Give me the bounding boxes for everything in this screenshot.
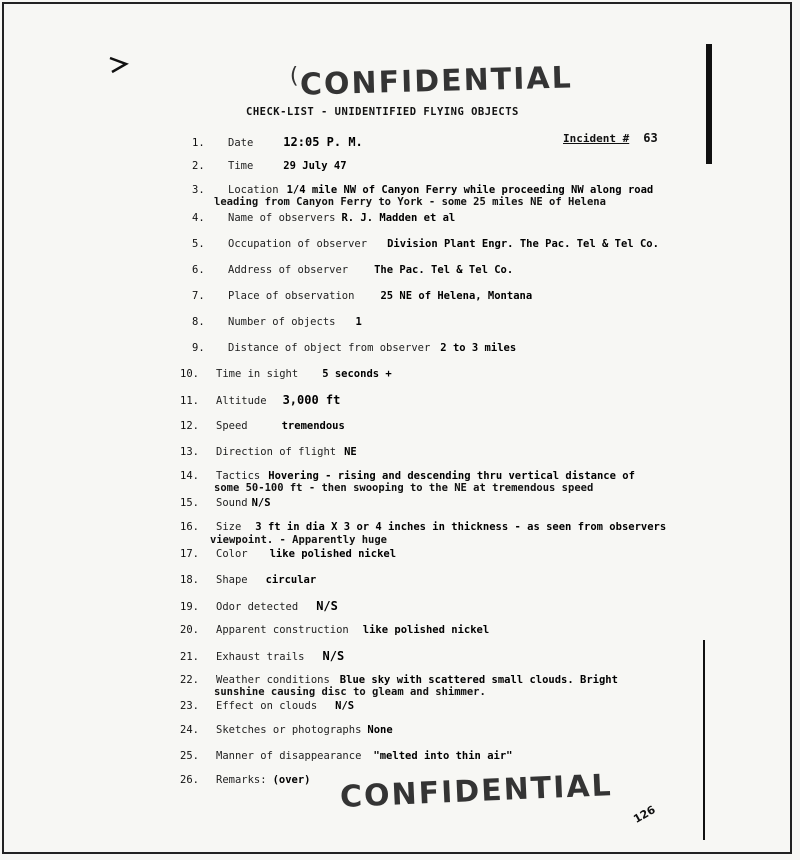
item-label: Manner of disappearance xyxy=(216,750,362,762)
item-number: 17. xyxy=(180,548,199,560)
item-value: circular xyxy=(265,574,317,586)
item-number: 14. xyxy=(180,470,199,482)
item-tactics-continued: some 50-100 ft - then swooping to the NE at tremendous speed xyxy=(214,482,594,494)
item-number: 2. xyxy=(192,160,205,172)
item-value: 1 xyxy=(355,316,362,328)
item-value: 5 seconds + xyxy=(322,368,392,380)
item-observers xyxy=(192,212,455,225)
item-number: 11. xyxy=(180,395,199,407)
item-label: Sketches or photographs xyxy=(216,724,362,736)
item-number: 10. xyxy=(180,368,199,380)
item-exhaust xyxy=(180,650,344,664)
item-number: 3. xyxy=(192,184,205,196)
item-label: Tactics xyxy=(216,470,261,482)
item-label: Effect on clouds xyxy=(216,700,318,712)
item-label: Address of observer xyxy=(228,264,349,276)
item-label: Date xyxy=(228,137,254,149)
item-number-of-objects xyxy=(192,316,362,329)
item-value: N/S xyxy=(251,497,271,509)
item-value: Division Plant Engr. The Pac. Tel & Tel Co. xyxy=(387,238,659,250)
page-number-note: 126 xyxy=(631,803,658,826)
item-value: None xyxy=(367,724,393,736)
item-time-in-sight xyxy=(180,368,392,381)
item-sketches xyxy=(180,724,393,737)
item-number: 13. xyxy=(180,446,199,458)
item-distance xyxy=(192,342,516,355)
item-number: 23. xyxy=(180,700,199,712)
item-number: 8. xyxy=(192,316,205,328)
item-label: Time xyxy=(228,160,254,172)
item-value: 3 ft in dia X 3 or 4 inches in thickness - as seen from observers xyxy=(255,521,667,533)
item-number: 12. xyxy=(180,420,199,432)
item-value: NE xyxy=(344,446,357,458)
item-label: Color xyxy=(216,548,248,560)
item-label: Time in sight xyxy=(216,368,299,380)
item-value: (over) xyxy=(272,774,311,786)
item-label: Weather conditions xyxy=(216,674,330,686)
item-value: 25 NE of Helena, Montana xyxy=(380,290,533,302)
incident-label: Incident # xyxy=(563,132,630,145)
incident-value: 63 xyxy=(643,131,658,145)
item-label: Location xyxy=(228,184,279,196)
item-altitude xyxy=(180,394,340,408)
item-value: N/S xyxy=(335,700,355,712)
item-label: Size xyxy=(216,521,242,533)
item-value: "melted into thin air" xyxy=(373,750,513,762)
item-disappearance xyxy=(180,750,512,763)
item-value: Blue sky with scattered small clouds. Bright xyxy=(339,674,618,686)
item-occupation xyxy=(192,238,659,251)
item-construction xyxy=(180,624,489,637)
item-number: 26. xyxy=(180,774,199,786)
item-value: Hovering - rising and descending thru vertical distance of xyxy=(268,470,635,482)
page-border xyxy=(2,2,792,854)
item-value: 2 to 3 miles xyxy=(440,342,517,354)
item-number: 4. xyxy=(192,212,205,224)
item-label: Occupation of observer xyxy=(228,238,368,250)
item-shape xyxy=(180,574,316,587)
item-weather-continued: sunshine causing disc to gleam and shimmer. xyxy=(214,686,486,698)
item-label: Number of objects xyxy=(228,316,336,328)
item-label: Remarks: xyxy=(216,774,267,786)
item-value: 1/4 mile NW of Canyon Ferry while proceeding NW along road xyxy=(286,184,654,196)
item-date xyxy=(192,136,363,150)
item-number: 5. xyxy=(192,238,205,250)
item-value: tremendous xyxy=(281,420,345,432)
item-number: 6. xyxy=(192,264,205,276)
item-label: Sound xyxy=(216,497,248,509)
item-value: The Pac. Tel & Tel Co. xyxy=(374,264,514,276)
document-title: CHECK-LIST - UNIDENTIFIED FLYING OBJECTS xyxy=(246,106,519,118)
item-speed xyxy=(180,420,345,433)
item-value: 3,000 ft xyxy=(282,393,341,407)
item-label: Place of observation xyxy=(228,290,355,302)
right-edge-line xyxy=(703,640,705,840)
item-number: 24. xyxy=(180,724,199,736)
item-value: like polished nickel xyxy=(269,548,397,560)
item-size xyxy=(180,521,666,534)
item-label: Altitude xyxy=(216,395,267,407)
item-number: 25. xyxy=(180,750,199,762)
item-label: Exhaust trails xyxy=(216,651,305,663)
item-number: 15. xyxy=(180,497,199,509)
item-remarks xyxy=(180,774,311,787)
item-location-continued: leading from Canyon Ferry to York - some 25 miles NE of Helena xyxy=(214,196,606,208)
item-effect-on-clouds xyxy=(180,700,354,713)
item-value: like polished nickel xyxy=(362,624,490,636)
item-color xyxy=(180,548,396,561)
item-number: 20. xyxy=(180,624,199,636)
item-time xyxy=(192,160,347,173)
item-number: 22. xyxy=(180,674,199,686)
item-label: Speed xyxy=(216,420,248,432)
item-label: Direction of flight xyxy=(216,446,337,458)
item-value: 12:05 P. M. xyxy=(283,135,363,149)
item-value: 29 July 47 xyxy=(283,160,347,172)
item-sound xyxy=(180,497,271,510)
item-label: Name of observers xyxy=(228,212,336,224)
item-place xyxy=(192,290,532,303)
incident-number xyxy=(563,131,658,145)
item-value: N/S xyxy=(316,599,338,613)
pen-mark-icon xyxy=(106,54,130,78)
item-label: Odor detected xyxy=(216,601,299,613)
item-label: Shape xyxy=(216,574,248,586)
item-number: 1. xyxy=(192,137,205,149)
item-number: 18. xyxy=(180,574,199,586)
right-edge-mark xyxy=(706,44,712,164)
item-number: 21. xyxy=(180,651,199,663)
item-size-continued: viewpoint. - Apparently huge xyxy=(210,534,388,546)
item-direction xyxy=(180,446,357,459)
item-label: Apparent construction xyxy=(216,624,349,636)
item-address xyxy=(192,264,513,277)
item-number: 19. xyxy=(180,601,199,613)
item-number: 16. xyxy=(180,521,199,533)
item-label: Distance of object from observer xyxy=(228,342,431,354)
item-odor xyxy=(180,600,338,614)
confidential-stamp-top: ( CONFIDENTIAL xyxy=(300,60,574,102)
item-value: R. J. Madden et al xyxy=(341,212,456,224)
item-number: 7. xyxy=(192,290,205,302)
item-value: N/S xyxy=(322,649,345,663)
item-number: 9. xyxy=(192,342,205,354)
confidential-stamp-bottom: CONFIDENTIAL xyxy=(339,768,614,815)
